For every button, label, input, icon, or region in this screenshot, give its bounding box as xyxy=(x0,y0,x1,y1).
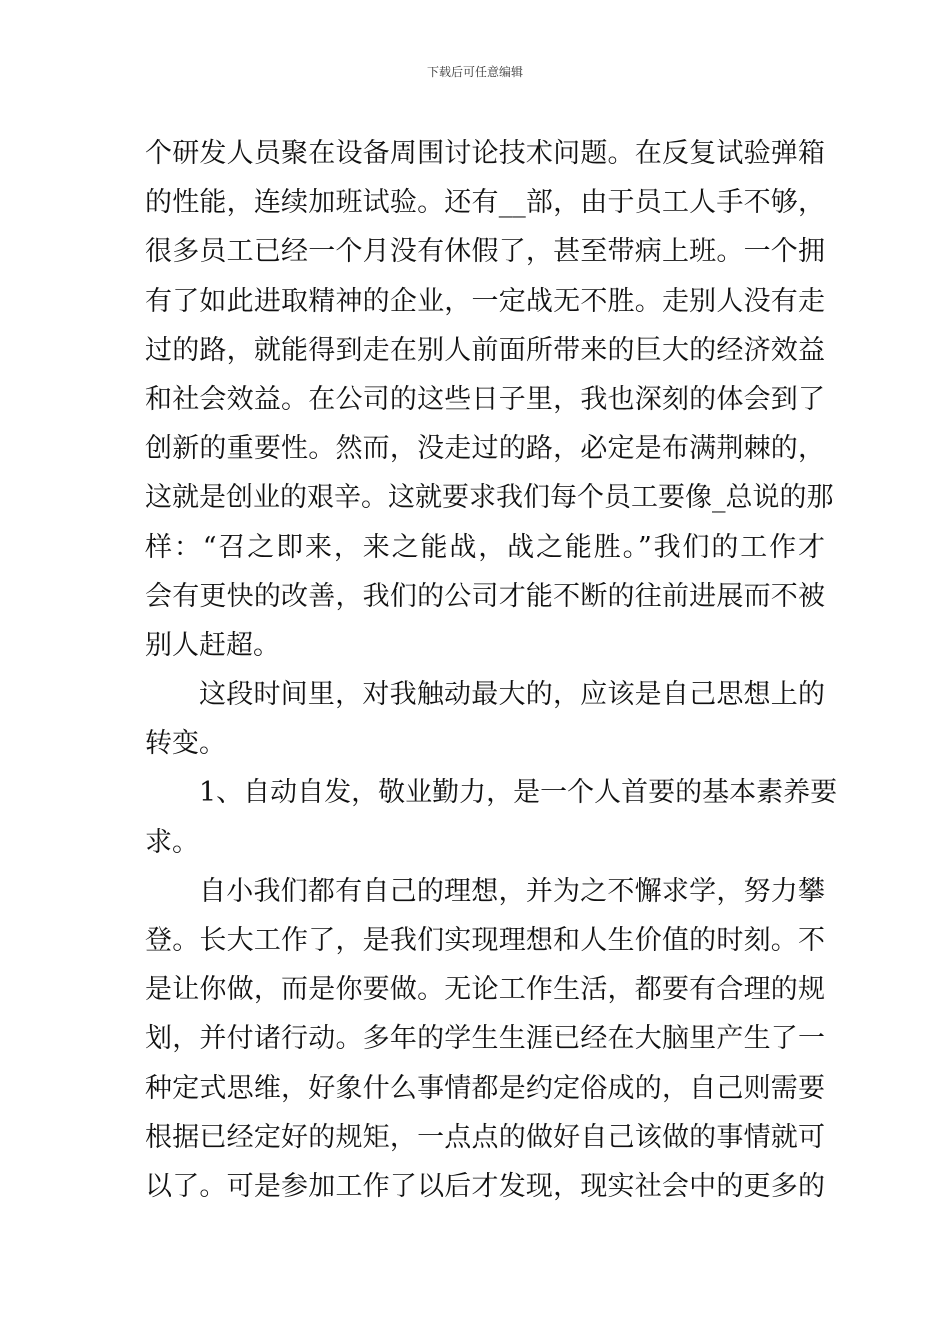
body-line: 和社会效益。在公司的这些日子里，我也深刻的体会到了 xyxy=(145,383,825,415)
body-line: 别人赶超。 xyxy=(145,629,280,661)
body-line: 这就是创业的艰辛。这就要求我们每个员工要像_总说的那 xyxy=(145,482,834,514)
body-line: 求。 xyxy=(145,826,199,858)
body-line: 转变。 xyxy=(145,728,226,760)
body-line: 个研发人员聚在设备周围讨论技术问题。在反复试验弹箱 xyxy=(145,138,825,169)
body-line: 样：“召之即来，来之能战，战之能胜。”我们的工作才 xyxy=(145,531,825,563)
body-line: 根据已经定好的规矩，一点点的做好自己该做的事情就可 xyxy=(145,1121,825,1153)
body-line: 1、自动自发，敬业勤力，是一个人首要的基本素养要 xyxy=(199,777,838,809)
body-line: 有了如此进取精神的企业，一定战无不胜。走别人没有走 xyxy=(145,285,825,317)
body-line: 创新的重要性。然而，没走过的路，必定是布满荆棘的， xyxy=(145,433,825,465)
page-header: 下载后可任意编辑 xyxy=(426,65,523,79)
body-line: 种定式思维，好象什么事情都是约定俗成的，自己则需要 xyxy=(145,1072,825,1104)
body-line: 登。长大工作了，是我们实现理想和人生价值的时刻。不 xyxy=(145,925,825,956)
document-body xyxy=(145,129,838,1211)
body-line: 以了。可是参加工作了以后才发现，现实社会中的更多的 xyxy=(145,1170,825,1202)
body-line: 划，并付诸行动。多年的学生生涯已经在大脑里产生了一 xyxy=(145,1023,825,1055)
body-line: 自小我们都有自己的理想，并为之不懈求学，努力攀 xyxy=(199,875,825,907)
body-line: 这段时间里，对我触动最大的，应该是自己思想上的 xyxy=(199,679,825,711)
body-line: 很多员工已经一个月没有休假了，甚至带病上班。一个拥 xyxy=(145,236,825,268)
body-line: 的性能，连续加班试验。还有__部，由于员工人手不够， xyxy=(145,187,825,219)
body-line: 过的路，就能得到走在别人前面所带来的巨大的经济效益 xyxy=(145,334,825,366)
body-line: 会有更快的改善，我们的公司才能不断的往前进展而不被 xyxy=(145,580,825,612)
body-line: 是让你做，而是你要做。无论工作生活，都要有合理的规 xyxy=(145,974,825,1006)
